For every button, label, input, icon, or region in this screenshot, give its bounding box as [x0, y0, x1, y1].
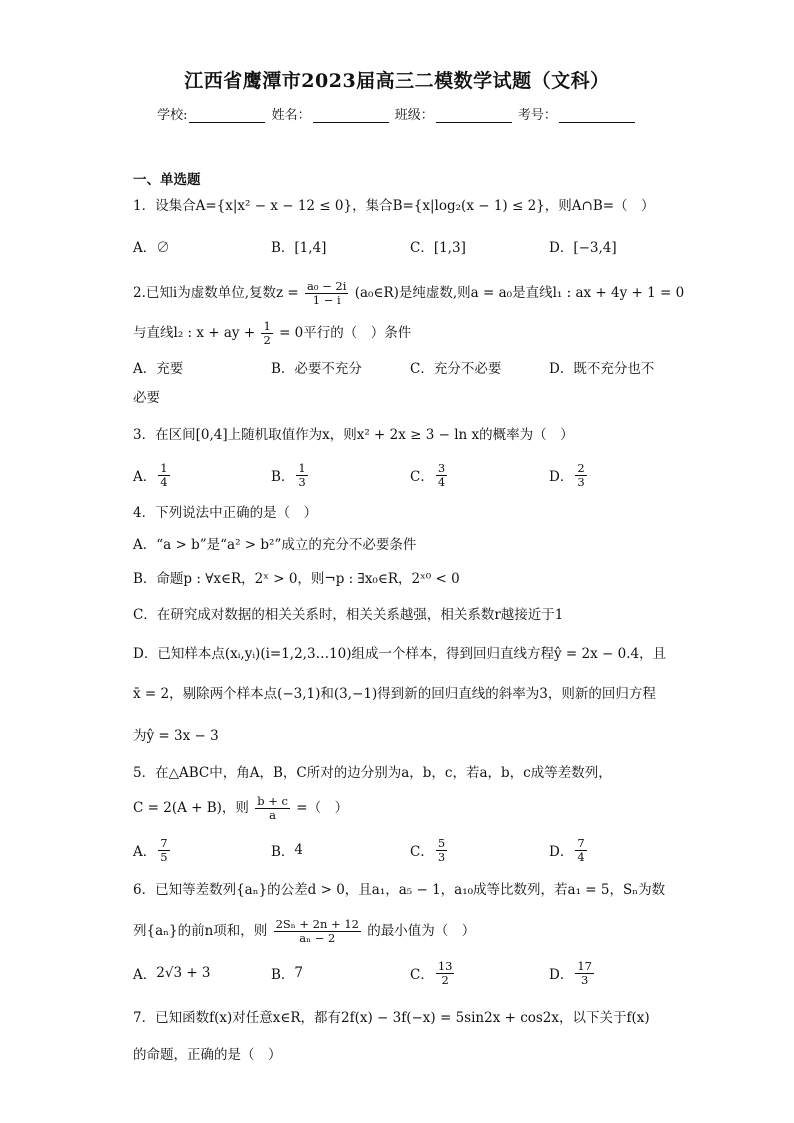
q3-stem: 3．在区间[0,4]上随机取值作为x，则x² + 2x ≥ 3 − ln x的概率为（ ） [133, 427, 574, 443]
q3-b-label: B． [271, 469, 295, 485]
q6-b-label: B． [271, 967, 295, 983]
q6-fraction [274, 918, 361, 945]
q2-text-c: 与直线l₂ : x + ay + [133, 325, 256, 341]
q2-frac-num: a₀ − 2i [307, 279, 347, 293]
name-blank[interactable] [313, 110, 389, 123]
q5-b-label: B． [271, 844, 295, 860]
exam-title: 江西省鹰潭市2023届高三二模数学试题（文科） [184, 70, 610, 92]
q4-option-d-line1[interactable]: D．已知样本点(xᵢ,yᵢ)(i=1,2,3…10)组成一个样本，得到回归直线方程ŷ = 2x − 0.4，且 [133, 646, 667, 662]
number-label: 考号： [517, 108, 557, 123]
q3-d-num: 2 [577, 460, 585, 475]
q6-stem-line2 [133, 912, 663, 950]
q3-d-den: 3 [577, 474, 585, 489]
q1-option-c[interactable]: C．[1,3] [410, 240, 466, 256]
q6-a-text: 2√3 + 3 [156, 965, 211, 981]
class-blank[interactable] [436, 110, 512, 123]
q3-a-den: 4 [160, 474, 168, 489]
q4-option-c[interactable]: C．在研究成对数据的相关关系时，相关关系越强，相关系数r越接近于1 [133, 607, 564, 623]
q1-option-a[interactable]: A．∅ [133, 240, 170, 256]
q5-frac-den: a [269, 808, 277, 822]
q2-option-d[interactable]: D．既不充分也不 [549, 361, 655, 377]
q3-c-frac [436, 462, 447, 489]
q6-text-a: 列{aₙ}的前n项和，则 [133, 923, 268, 939]
q2-option-a[interactable]: A．充要 [133, 361, 184, 377]
q2-stem-line2 [133, 316, 663, 350]
q5-d-frac [575, 837, 586, 864]
q4-option-a[interactable]: A．“a > b”是“a² > b²”成立的充分不必要条件 [133, 537, 417, 553]
q7-stem-line2: 的命题，正确的是（ ） [133, 1047, 282, 1063]
q5-stem-line2 [133, 791, 663, 825]
q5-frac-num: b + c [257, 794, 288, 808]
q5-c-label: C． [410, 844, 434, 860]
q3-c-label: C． [410, 469, 434, 485]
q5-d-den: 4 [577, 849, 585, 864]
school-label: 学校: [157, 108, 188, 123]
q2-stem-line1 [133, 276, 685, 310]
q2-text-a: 2.已知i为虚数单位,复数z = [133, 285, 299, 301]
q6-option-b[interactable] [271, 956, 303, 990]
q5-c-num: 5 [437, 835, 446, 850]
q5-c-frac [436, 837, 447, 864]
q5-stem-line1: 5．在△ABC中，角A，B，C所对的边分别为a，b，c，若a，b，c成等差数列， [133, 765, 612, 781]
number-blank[interactable] [559, 110, 635, 123]
q3-b-num: 1 [298, 460, 306, 475]
q5-a-den: 5 [160, 849, 168, 864]
q5-c-den: 3 [437, 849, 446, 864]
q3-c-den: 4 [437, 474, 446, 489]
q6-option-c[interactable] [410, 956, 456, 990]
q2-fraction2 [261, 320, 272, 347]
q3-option-d[interactable] [549, 458, 589, 492]
student-info-row [0, 104, 794, 123]
q2-text-d: = 0平行的（ ）条件 [279, 325, 412, 341]
section-title: 一、单选题 [133, 172, 201, 188]
q5-a-label: A． [133, 844, 157, 860]
q6-frac-num: 2Sₙ + 2n + 12 [275, 917, 359, 931]
q2-option-b[interactable]: B．必要不充分 [271, 361, 362, 377]
q3-a-num: 1 [160, 460, 168, 475]
q6-a-label: A． [133, 967, 157, 983]
q2-options [133, 350, 663, 384]
q2-option-d-wrap: 必要 [133, 390, 160, 406]
q6-d-frac [575, 960, 594, 987]
q6-d-label: D． [549, 967, 574, 983]
q5-text-b: =（ ） [296, 800, 349, 816]
q6-b-text: 7 [294, 965, 304, 981]
q3-a-label: A． [133, 469, 157, 485]
q3-d-frac [575, 462, 586, 489]
q3-option-c[interactable] [410, 458, 449, 492]
q5-fraction [255, 795, 290, 822]
q6-c-frac [436, 960, 455, 987]
q5-text-a: C = 2(A + B)，则 [133, 800, 249, 816]
q6-stem-line1: 6．已知等差数列{aₙ}的公差d > 0，且a₁，a₅ − 1，a₁₀成等比数列，若a₁ = 5，Sₙ为数 [133, 882, 666, 898]
q3-b-den: 3 [298, 474, 306, 489]
q5-options [133, 833, 663, 867]
class-label: 班级： [394, 108, 434, 123]
q5-d-num: 7 [577, 835, 585, 850]
school-blank[interactable] [189, 110, 265, 123]
q1-option-b[interactable]: B．[1,4] [271, 240, 327, 256]
q6-frac-den: aₙ − 2 [299, 931, 336, 945]
q4-option-d-line3: 为ŷ = 3x − 3 [133, 728, 219, 744]
q2-option-c[interactable]: C．充分不必要 [410, 361, 502, 377]
q2-frac2-den: 2 [263, 333, 271, 347]
q1-options [133, 229, 663, 263]
q4-stem: 4．下列说法中正确的是（ ） [133, 505, 318, 521]
q6-c-den: 2 [441, 972, 449, 987]
q6-text-b: 的最小值为（ ） [367, 923, 476, 939]
q5-option-a[interactable] [133, 833, 172, 867]
q6-d-den: 3 [580, 972, 589, 987]
q3-c-num: 3 [437, 460, 446, 475]
q2-frac2-num: 1 [263, 319, 271, 333]
q5-d-label: D． [549, 844, 574, 860]
q5-b-text: 4 [294, 842, 304, 858]
q4-option-d-line2: x̄ = 2，剔除两个样本点(−3,1)和(3,−1)得到新的回归直线的斜率为3，则新的回归方程 [133, 686, 656, 702]
q6-option-d[interactable] [549, 956, 596, 990]
q6-c-label: C． [410, 967, 434, 983]
q6-option-a[interactable] [133, 956, 211, 990]
q4-option-b[interactable]: B．命题p : ∀x∈R，2ˣ > 0，则¬p : ∃x₀∈R，2ˣ⁰ < 0 [133, 571, 460, 587]
q2-frac-den: 1 − i [312, 293, 341, 307]
q5-option-d[interactable] [549, 833, 589, 867]
q3-option-a[interactable] [133, 458, 172, 492]
q3-options [133, 458, 663, 492]
q5-option-c[interactable] [410, 833, 449, 867]
q2-text-b: (a₀∈R)是纯虚数,则a = a₀是直线l₁ : ax + 4y + 1 = 0 [354, 285, 685, 301]
q5-option-b[interactable] [271, 833, 303, 867]
q6-d-num: 17 [577, 958, 592, 973]
q5-a-frac [158, 837, 169, 864]
q3-d-label: D． [549, 469, 574, 485]
q5-a-num: 7 [160, 835, 168, 850]
q3-b-frac [296, 462, 307, 489]
q3-a-frac [158, 462, 169, 489]
q6-options [133, 956, 663, 990]
q3-option-b[interactable] [271, 458, 310, 492]
q7-stem-line1: 7．已知函数f(x)对任意x∈R，都有2f(x) − 3f(−x) = 5sin2x + cos2x，以下关于f(x) [133, 1010, 650, 1026]
name-label: 姓名： [271, 108, 311, 123]
q6-c-num: 13 [437, 958, 453, 973]
q2-fraction [305, 280, 348, 307]
q1-option-d[interactable]: D．[−3,4] [549, 240, 617, 256]
q1-stem: 1．设集合A={x|x² − x − 12 ≤ 0}，集合B={x|log₂(x − 1) ≤ 2}，则A∩B=（ ） [133, 198, 655, 214]
